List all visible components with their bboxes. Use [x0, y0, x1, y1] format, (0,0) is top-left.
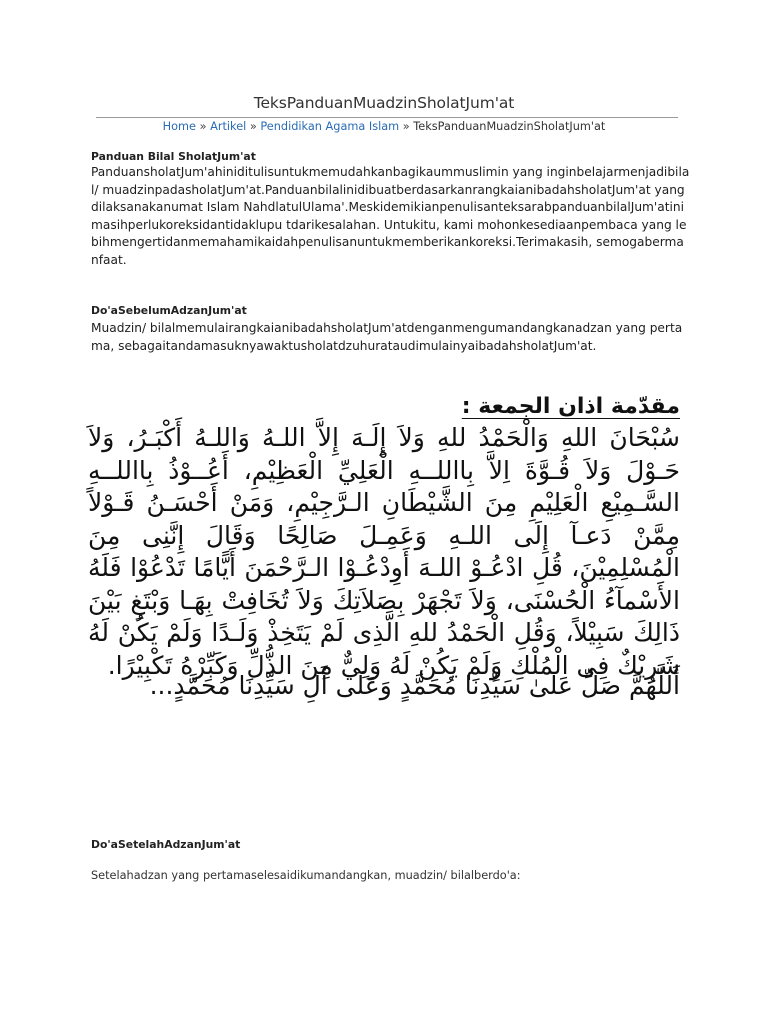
breadcrumb-separator: »	[402, 120, 410, 133]
breadcrumb-artikel-link[interactable]: Artikel	[210, 120, 247, 133]
breadcrumb-separator: »	[199, 120, 207, 133]
title-divider	[96, 117, 678, 118]
section-body-setelah-adzan: Setelahadzan yang pertamaselesaidikumandangkan, muadzin/ bilalberdo'a:	[91, 869, 521, 882]
breadcrumb-home-link[interactable]: Home	[162, 120, 196, 133]
section-heading-panduan: Panduan Bilal SholatJum'at	[91, 150, 256, 163]
page-title: TeksPanduanMuadzinSholatJum'at	[253, 94, 515, 112]
section-heading-sebelum-adzan: Do'aSebelumAdzanJum'at	[91, 304, 247, 317]
section-heading-setelah-adzan: Do'aSetelahAdzanJum'at	[91, 838, 241, 851]
breadcrumb-current: TeksPanduanMuadzinSholatJum'at	[413, 120, 606, 133]
breadcrumb	[0, 120, 768, 133]
arabic-text-block	[88, 392, 680, 700]
arabic-heading: مقدّمة اذان الجمعة :	[461, 394, 680, 419]
section-body-sebelum-adzan: Muadzin/ bilalmemulairangkaianibadahsholatJum'atdenganmengumandangkanadzan yang pertama, sebagaitandamasuknyawaktusholatdzuhurataudimulainyaibadahsholatJum'at.	[91, 321, 683, 353]
arabic-shalawat-text: أَللَّهُمَّ صَلِّ عَلىٰ سَيِّدِنَا مُحَمَّدٍ وَعَلَى أَلِ سَيِّدِنَا مُحَمَّدٍ...	[149, 671, 680, 700]
arabic-muqaddimah-text: سُبْحَانَ اللهِ وَالْحَمْدُ للهِ وَلاَ إِلَـهَ إِلاَّ اللـهُ وَاللـهُ أَكْبَـرُ، وَلاَ حَـوْلَ وَلاَ قُـوَّةَ اِلاَّ بِااللــهِ الْعَلِيِّ الْعَظِيْمِ، أَعُــوْذُ بِااللــهِ السَّـمِيْعِ الْعَلِيْمِ مِنَ الشَّيْطَانِ الـرَّجِيْمِ، وَمَنْ أَحْسَـنُ قَـوْلاً مِمَّنْ دَعـآ إِلَى اللـهِ وَعَمِـلَ صَالِحًا وَقَالَ إِنَّنِى مِنَ الْمُسْلِمِيْنَ، قُلِ ادْعُـوْ اللـهَ أَوِدْعُـوْا الـرَّحْمَنَ أَيًّامًا تَدْعُوْا فَلَهُ الأَسْمآءُ الْحُسْنَى، وَلاَ تَجْهَرْ بِصَلاَتِكَ وَلاَ تُخَافِتْ بِهَـا وَبْتَغِ بَيْنَ ذَالِكَ سَبِيْلاً، وَقُلِ الْحَمْدُ للهِ الَّذِى لَمْ يَتَخِذْ وَلَـدًا وَلَمْ يَكُنْ لَهُ شَرِيْكٌ فِى الْمُلْكِ وَلَمْ يَكُنْ لَهُ وَلِيٌّ مِنَ الذُّلِّ وَكَبِّرْهُ تَكْبِيْرًا.	[88, 423, 680, 680]
breadcrumb-separator: »	[249, 120, 257, 133]
section-body-panduan: PanduansholatJum'ahiniditulisuntukmemudahkanbagikaummuslimin yang inginbelajarmenjadibilal/ muadzinpadasholatJum'at.PanduanbilalinidibuatberdasarkanrangkaianibadahsholatJum'at yang dilaksanakanumat Islam NahdlatulUlama'.MeskidemikianpenulisanteksarabpanduanbilalJum'atinimasihperlukoreksidantidaklupu tdarikesalahan. Untukitu, kami mohonkesediaanpembaca yang lebihmengertidanmemahamikaidahpenulisanuntukmemberikankoreksi.Terimakasih, semogabermanfaat.	[91, 165, 690, 267]
breadcrumb-category-link[interactable]: Pendidikan Agama Islam	[260, 120, 400, 133]
